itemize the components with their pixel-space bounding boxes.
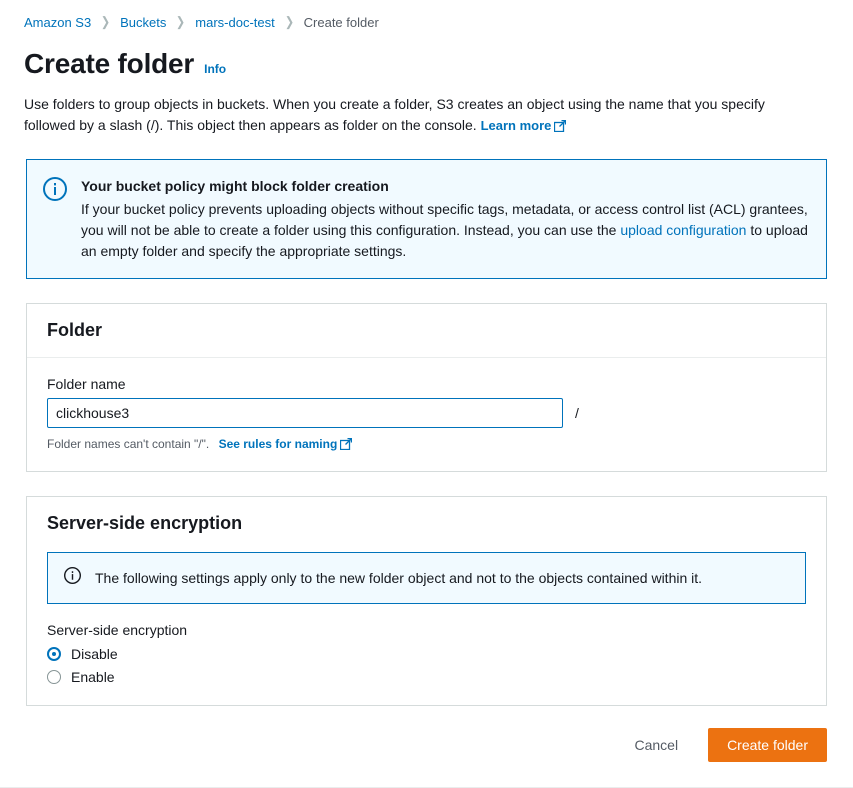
folder-card	[26, 303, 827, 472]
breadcrumb-item-buckets[interactable]: Buckets	[120, 14, 167, 30]
alert-body	[81, 176, 808, 262]
form-actions	[0, 706, 853, 762]
breadcrumb-separator-icon: ❯	[176, 14, 186, 29]
naming-rules-link[interactable]	[219, 437, 353, 451]
create-folder-button[interactable]: Create folder	[708, 728, 827, 762]
breadcrumb-separator-icon: ❯	[284, 14, 294, 29]
breadcrumb-item-bucket[interactable]: mars-doc-test	[195, 14, 275, 30]
encryption-card-body	[27, 550, 826, 705]
breadcrumb-separator-icon: ❯	[101, 14, 111, 29]
folder-name-constraint	[47, 436, 806, 451]
folder-name-label: Folder name	[47, 376, 126, 392]
folder-name-constraint-text: Folder names can't contain "/".	[47, 437, 210, 451]
page-description-text: Use folders to group objects in buckets. When you create a folder, S3 creates an object using the name that you specify followed by a slash (/). This object then appears as folder on the console.	[24, 96, 765, 133]
radio-enable-icon[interactable]	[47, 670, 61, 684]
external-link-icon	[554, 120, 566, 132]
info-circle-icon	[43, 177, 67, 206]
folder-card-title: Folder	[47, 320, 103, 340]
learn-more-label: Learn more	[480, 118, 552, 133]
encryption-infobox-text: The following settings apply only to the new folder object and not to the objects contained within it.	[95, 570, 703, 586]
folder-card-header	[27, 304, 826, 358]
encryption-radio-label: Server-side encryption	[47, 622, 188, 638]
learn-more-link[interactable]	[481, 118, 567, 133]
external-link-icon	[340, 438, 352, 450]
encryption-card	[26, 496, 827, 706]
breadcrumb-item-current: Create folder	[303, 14, 379, 30]
encryption-card-header	[27, 497, 826, 550]
encryption-option-disable[interactable]	[47, 646, 806, 662]
cancel-button[interactable]: Cancel	[616, 731, 696, 759]
folder-name-input[interactable]	[47, 398, 563, 428]
naming-rules-label: See rules for naming	[218, 437, 338, 451]
bucket-policy-alert	[26, 159, 827, 279]
folder-card-body	[27, 358, 826, 471]
encryption-option-enable-label: Enable	[71, 669, 115, 685]
encryption-option-enable[interactable]	[47, 669, 806, 685]
breadcrumb-item-amazon-s3[interactable]: Amazon S3	[24, 14, 92, 30]
page-description	[0, 80, 800, 136]
alert-text	[81, 199, 808, 262]
radio-disable-icon[interactable]	[47, 647, 61, 661]
page-title-row	[0, 34, 853, 80]
folder-name-input-row	[47, 398, 806, 428]
alert-text-part2: to upload an empty folder and specify the appropriate settings.	[81, 222, 808, 259]
encryption-infobox	[47, 552, 806, 604]
breadcrumb	[0, 0, 853, 34]
upload-configuration-link[interactable]: upload configuration	[620, 222, 747, 238]
page-title: Create folder	[24, 48, 195, 79]
alert-text-part1: If your bucket policy prevents uploading objects without specific tags, metadata, or access control list (ACL) grantees, you will not be able to create a folder using this configuration. Instead, you can use the	[81, 201, 808, 238]
info-link[interactable]: Info	[204, 62, 227, 76]
encryption-card-title: Server-side encryption	[47, 513, 243, 533]
alert-title: Your bucket policy might block folder creation	[81, 178, 389, 194]
encryption-option-disable-label: Disable	[71, 646, 118, 662]
folder-name-suffix: /	[575, 405, 579, 421]
info-circle-icon	[64, 567, 81, 589]
